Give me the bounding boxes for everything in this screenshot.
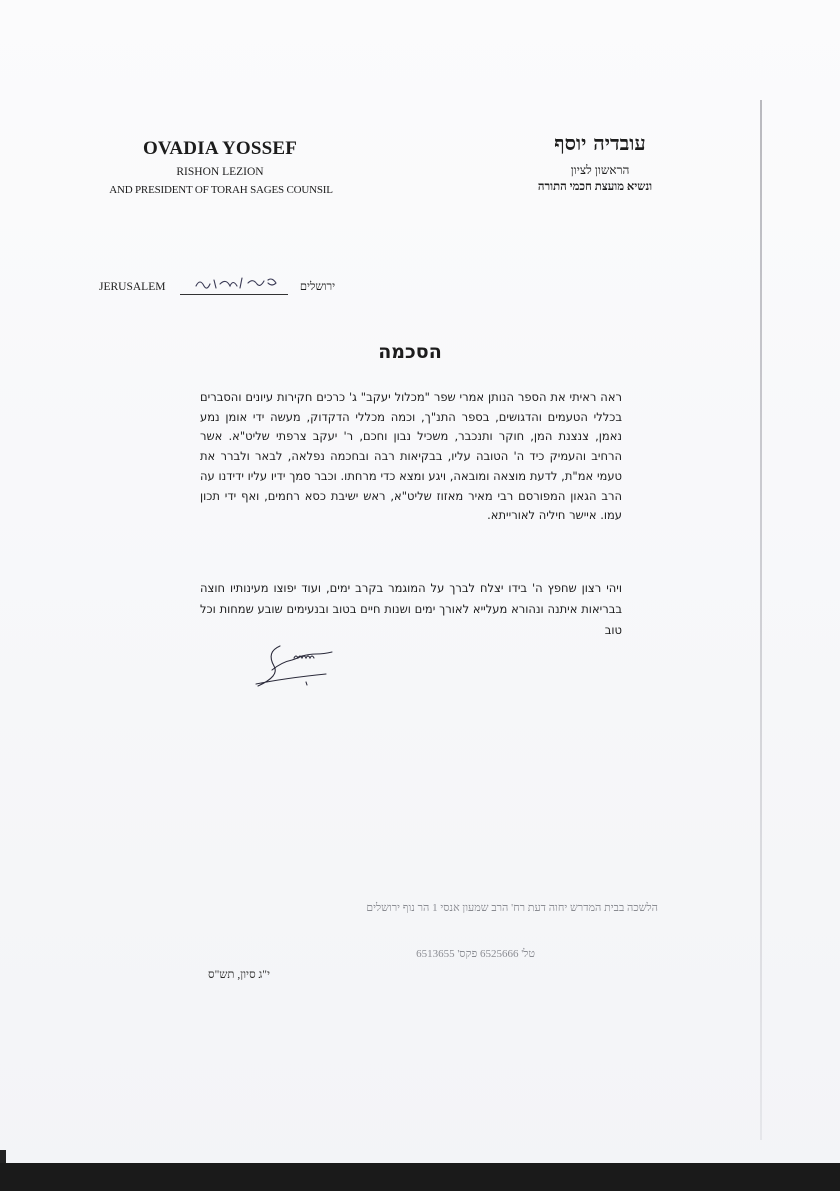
- body-paragraph-1: ראה ראיתי את הספר הנותן אמרי שפר "מכלול יעקב" ג' כרכים חקירות עיונים והסברים בכללי הטעמים והדגושים, בספר התנ"ך, וכמה מכללי הדקדוק, מעשה ידי אומן נמע נאמן, צנצנת המן, חוקר ותנכבר, משכיל נבון וחכם, ר' יעקב צרפתי שליט"א. אשר הרחיב והעמיק כיד ה' הטובה עליו, בבקיאות רבה ובחכמה נפלאה, לבאר ולברר את טעמי אמ"ת, לדעת מוצאה ומובאה, ויגע ומצא כדי מרחתו. וכבר סמך ידיו עליו ידידנו עה הרב הגאון המפורסם רבי מאיר מאזוז שליט"א, ראש ישיבת כסא רחמים, ואף ידי תכון עמו. איישר חיליה לאורייתא.: [200, 390, 622, 523]
- paper-fold-line: [760, 100, 762, 1140]
- letterhead-hebrew-name: עובדיה יוסף: [554, 131, 646, 155]
- letterhead-hebrew-president: ונשיא מועצת חכמי התורה: [537, 181, 653, 193]
- letterhead-english-name: OVADIA YOSSEF: [142, 138, 298, 159]
- handwritten-date: [190, 270, 285, 294]
- footer-phone: טל' 6525666 פקס' 6513655: [416, 948, 535, 960]
- document-title: הסכמה: [378, 341, 442, 363]
- letterhead-english-president: AND PRESIDENT OF TORAH SAGES COUNSIL: [109, 184, 333, 196]
- body-paragraph-2: ויהי רצון שחפץ ה' בידו יצלח לברך על המוגמר בקרב ימים, ועוד יפוצו מעינותיו חוצה בבריאות איתנה ונהורא מעלייא לאורך ימים ושנות חיים בטוב ובנעימים שובע שמחות וכל טוב: [200, 581, 622, 637]
- letterhead-hebrew-title: הראשון לציון: [570, 163, 630, 177]
- letterhead-english-title: RISHON LEZION: [176, 166, 264, 178]
- footer-address: הלשכה בבית המדרש יחוה דעת רח' הרב שמעון אנסי 1 הר נוף ירושלים: [366, 902, 658, 914]
- date-line-english-label: JERUSALEM: [99, 281, 166, 293]
- scan-edge-bottom: [0, 1163, 840, 1191]
- footer-date: י"ג סיון, תש"ס: [208, 969, 270, 981]
- signature-image: [250, 640, 345, 690]
- date-underline: [180, 294, 288, 295]
- date-line-hebrew-label: ירושלים: [299, 281, 336, 293]
